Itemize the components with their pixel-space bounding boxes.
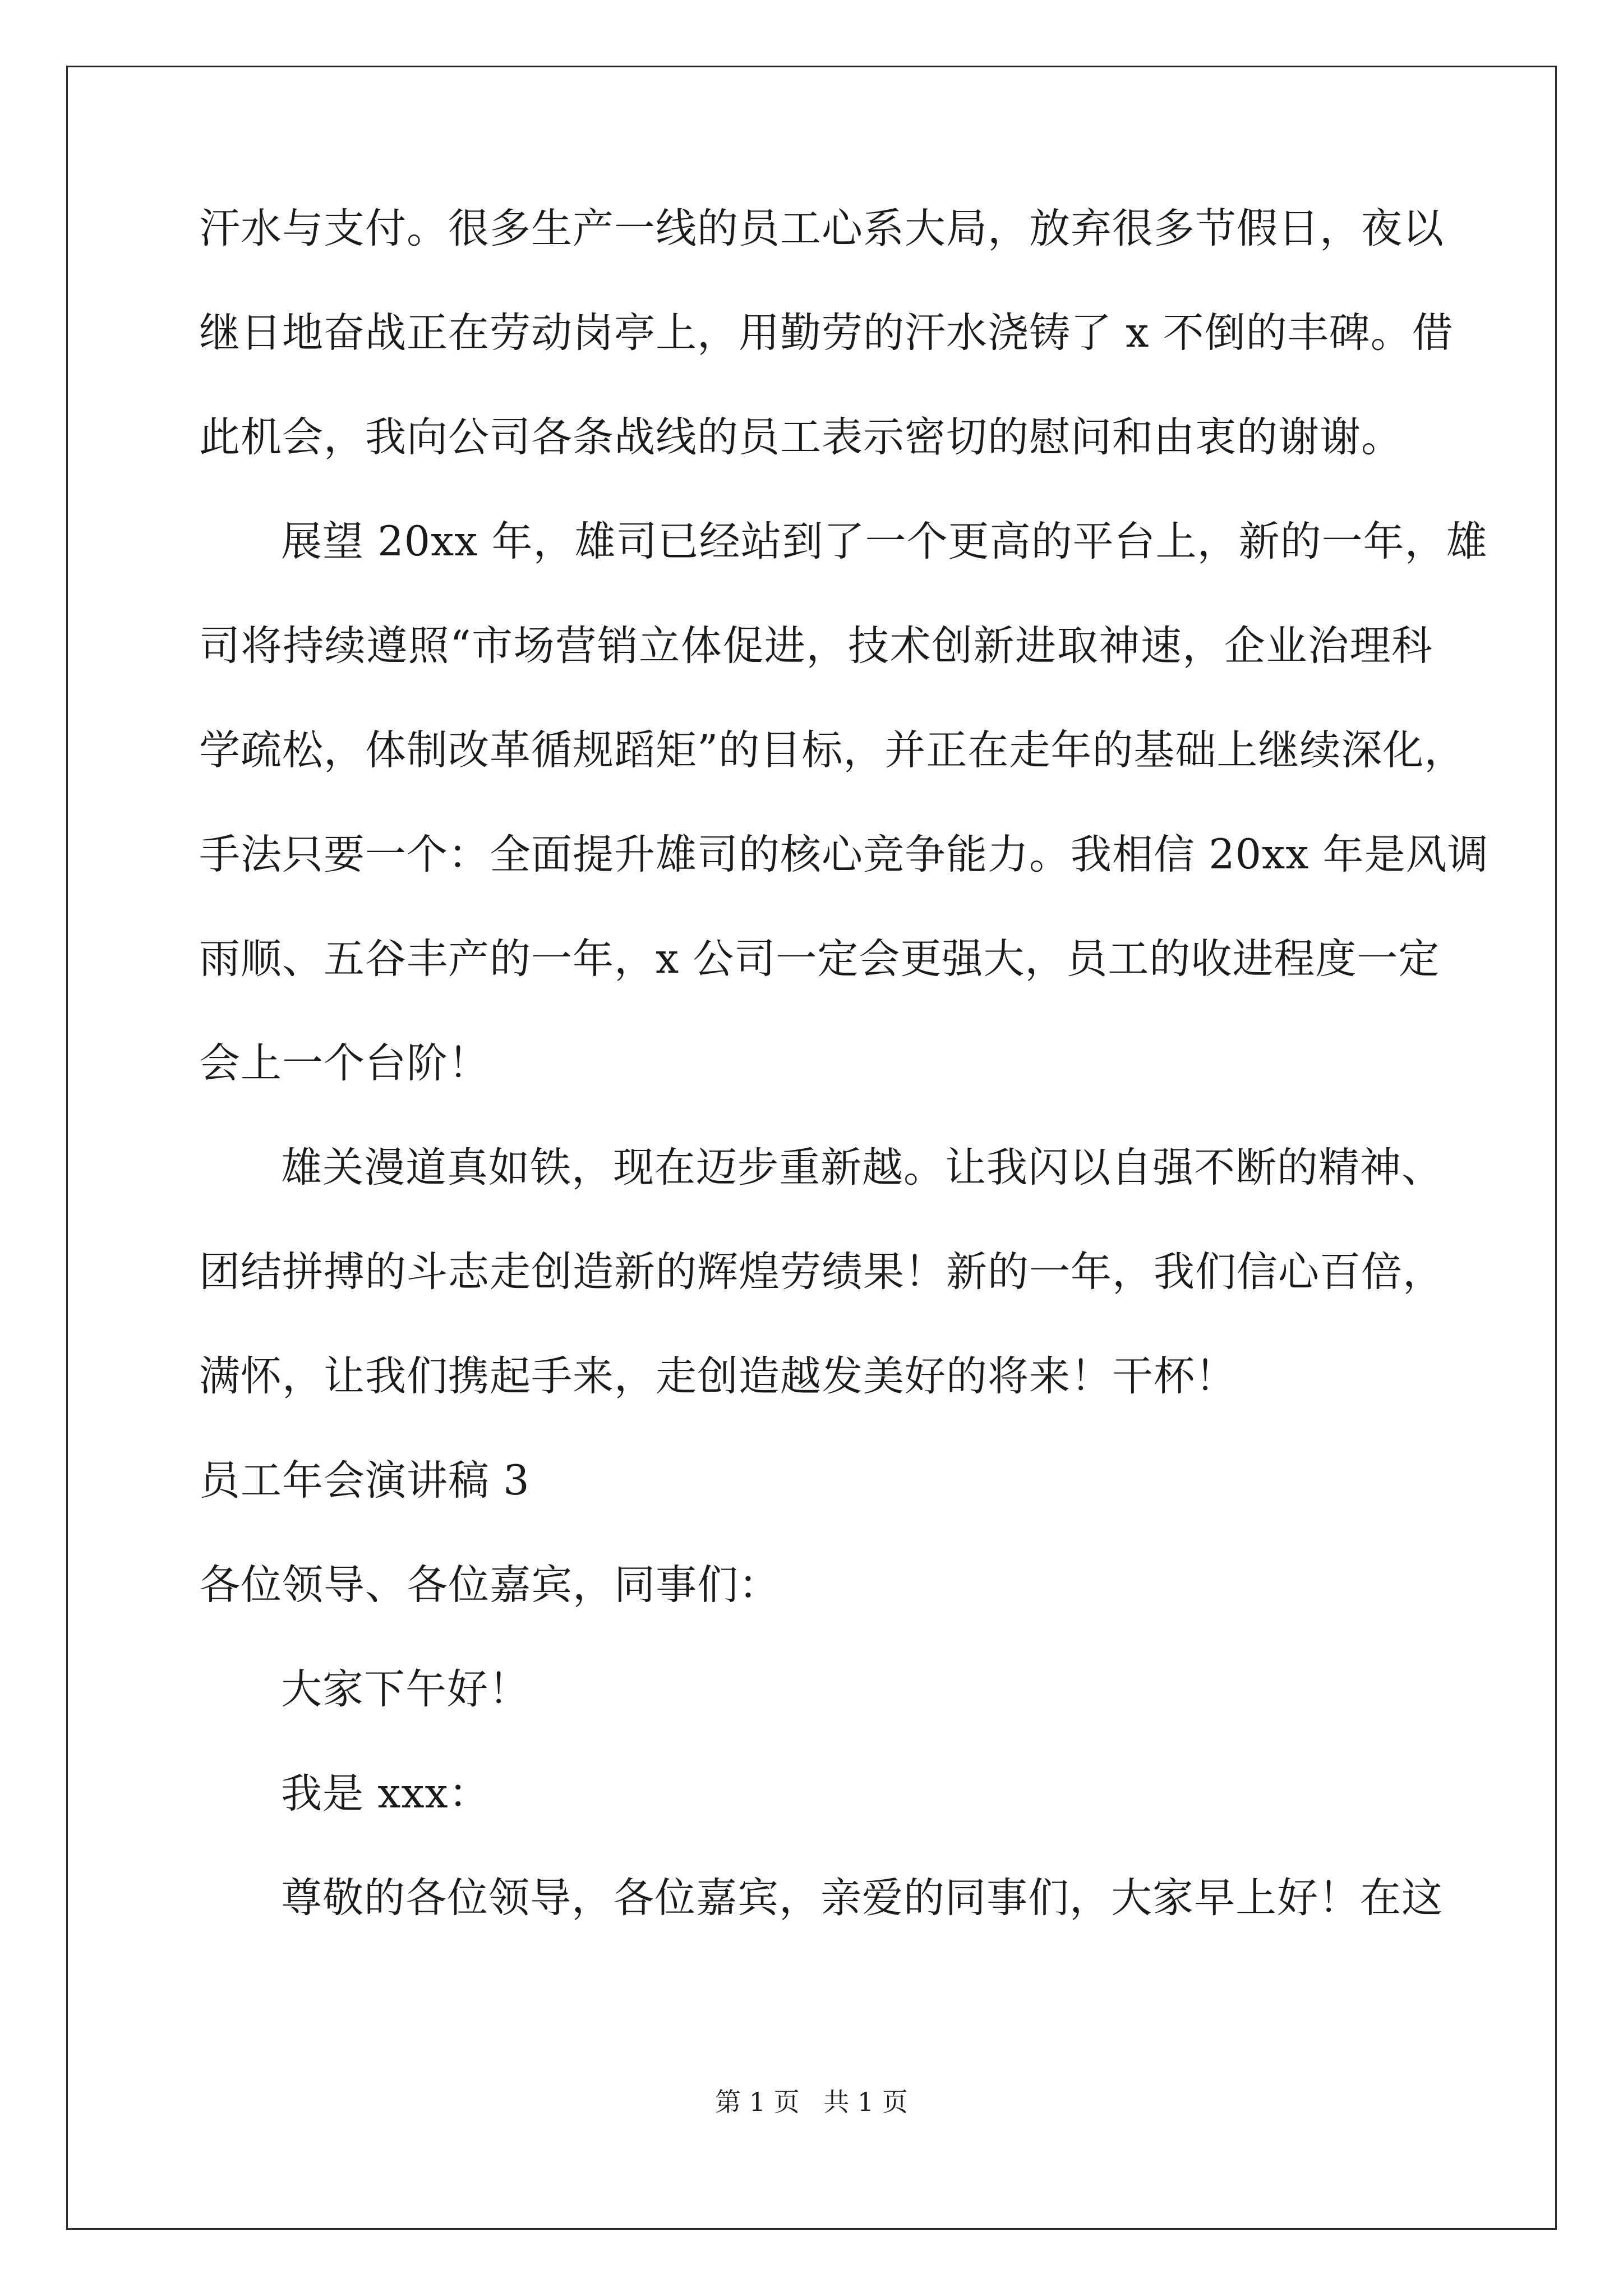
paragraph-line: 司将持续遵照“市场营销立体促进，技术创新进取神速，企业治理科 <box>199 622 1433 670</box>
paragraph-line: 此机会，我向公司各条战线的员工表示密切的慰问和由衷的谢谢。 <box>199 413 1403 461</box>
paragraph-line: 会上一个台阶！ <box>199 1039 490 1087</box>
paragraph-line: 团结拼搏的斗志走创造新的辉煌劳绩果！新的一年，我们信心百倍， <box>199 1248 1444 1296</box>
paragraph-line: 展望 20xx 年，雄司已经站到了一个更高的平台上，新的一年，雄 <box>281 518 1488 565</box>
paragraph-line: 学疏松，体制改革循规蹈矩”的目标，并正在走年的基础上继续深化， <box>199 726 1466 774</box>
paragraph-line: 满怀，让我们携起手来，走创造越发美好的将来！干杯！ <box>199 1352 1237 1400</box>
greeting: 大家下午好！ <box>281 1665 530 1713</box>
page-number: 第 1 页 <box>715 2087 800 2117</box>
paragraph-line: 继日地奋战正在劳动岗亭上，用勤劳的汗水浇铸了 x 不倒的丰碑。借 <box>199 309 1454 357</box>
paragraph-line: 汗水与支付。很多生产一线的员工心系大局，放弃很多节假日，夜以 <box>199 205 1444 252</box>
page-total: 共 1 页 <box>823 2087 908 2117</box>
self-introduction: 我是 xxx： <box>281 1770 490 1818</box>
paragraph-line: 雨顺、五谷丰产的一年，x 公司一定会更强大，员工的收进程度一定 <box>199 935 1440 983</box>
paragraph-line: 手法只要一个：全面提升雄司的核心竞争能力。我相信 20xx 年是风调 <box>199 831 1489 878</box>
document-body <box>199 202 1489 1976</box>
salutation: 各位领导、各位嘉宾，同事们： <box>199 1561 780 1609</box>
paragraph-line: 雄关漫道真如铁，现在迈步重新越。让我闪以自强不断的精神、 <box>281 1144 1443 1191</box>
page-footer <box>0 2085 1623 2119</box>
section-heading: 员工年会演讲稿 3 <box>199 1457 530 1504</box>
paragraph-line: 尊敬的各位领导，各位嘉宾，亲爱的同事们，大家早上好！在这 <box>281 1874 1443 1922</box>
